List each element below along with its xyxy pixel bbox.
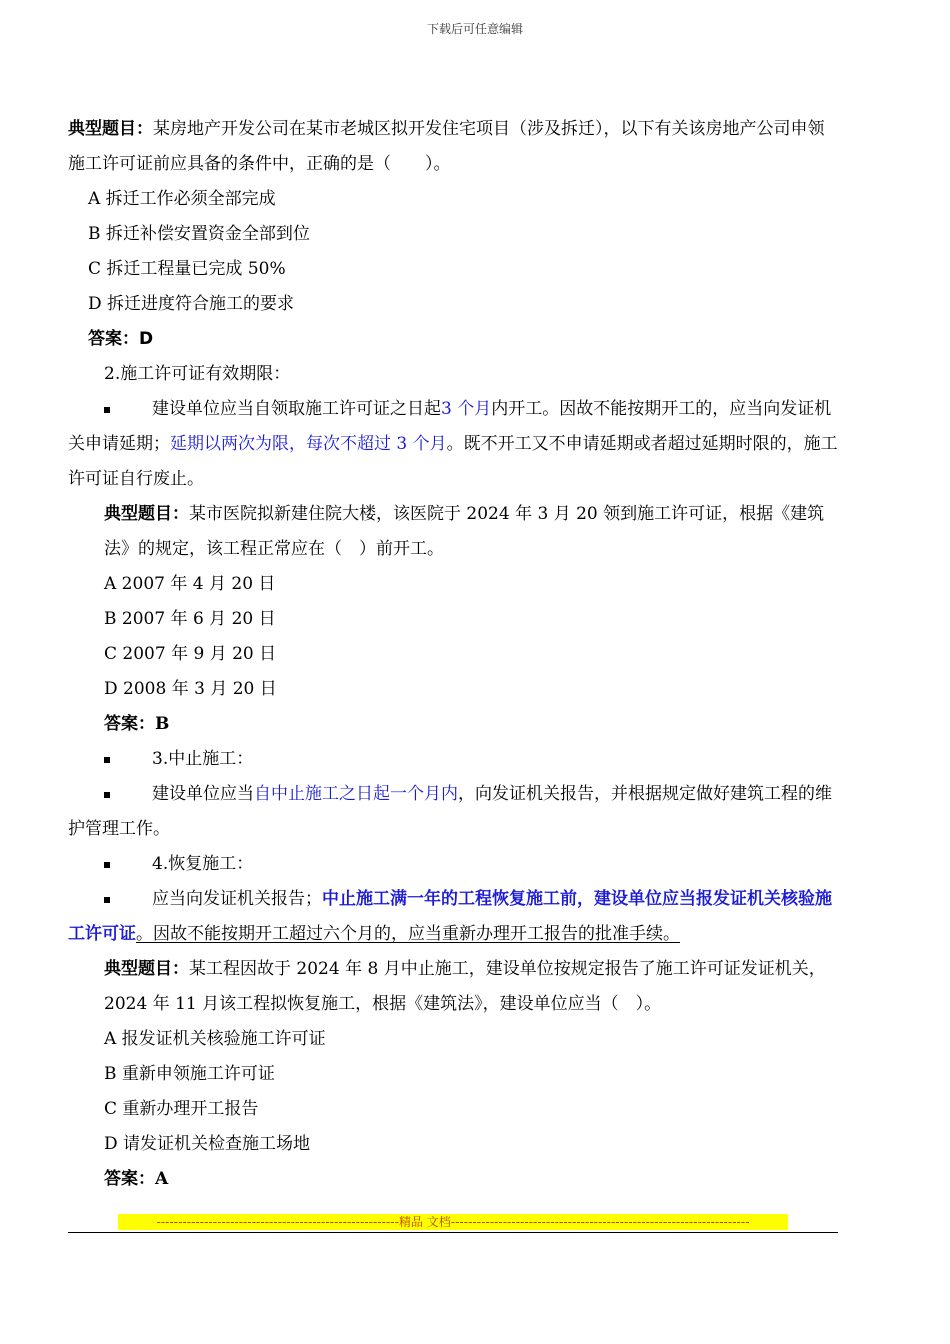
section-2-title: 2.施工许可证有效期限：: [104, 364, 291, 384]
question-label: 典型题目：: [104, 959, 189, 979]
option-b: B 重新申领施工许可证: [104, 1064, 275, 1084]
footer-banner: --------------------------------------------------------精品 文档---------------------------------------------------------------------: [118, 1214, 788, 1230]
option-b: B 2007 年 6 月 20 日: [104, 609, 276, 629]
bullet-icon: [68, 847, 152, 882]
question-text: 某房地产开发公司在某市老城区拟开发住宅项目（涉及拆迁），以下有关该房地产公司申领施工许可证前应具备的条件中，正确的是（ ）。: [68, 119, 825, 174]
option-a: A 报发证机关核验施工许可证: [104, 1029, 326, 1049]
question-label: 典型题目：: [104, 504, 189, 524]
bullet-icon: [68, 882, 152, 917]
highlight-one-month: 自中止施工之日起一个月内: [254, 784, 458, 804]
option-c: C 重新办理开工报告: [104, 1099, 259, 1119]
underlined-text: 。因故不能按期开工超过六个月的，应当重新办理开工报告的批准手续。: [136, 924, 680, 944]
section-4-title: 4.恢复施工：: [68, 847, 838, 882]
option-a: A 2007 年 4 月 20 日: [104, 574, 276, 594]
highlight-3-months: 3 个月: [441, 399, 492, 419]
bullet-icon: [68, 777, 152, 812]
answer-1: 答案：D: [88, 329, 154, 349]
bullet-icon: [68, 392, 152, 427]
question-text: 某市医院拟新建住院大楼，该医院于 2024 年 3 月 20 领到施工许可证，根据《建筑法》的规定，该工程正常应在（ ）前开工。: [104, 504, 825, 559]
question-text: 某工程因故于 2024 年 8 月中止施工，建设单位按规定报告了施工许可证发证机关，2024 年 11 月该工程拟恢复施工，根据《建筑法》，建设单位应当（ ）。: [104, 959, 826, 1014]
question-3: [68, 952, 838, 1022]
question-1: [68, 112, 838, 182]
page-header: 下载后可任意编辑: [426, 22, 523, 36]
document-body: [68, 112, 838, 1197]
option-d: D 拆迁进度符合施工的要求: [88, 294, 295, 314]
question-2: [68, 497, 838, 567]
question-label: 典型题目：: [68, 119, 153, 139]
bullet-icon: [68, 742, 152, 777]
footer-divider: [68, 1232, 838, 1233]
answer-3: 答案：A: [104, 1169, 169, 1189]
page-footer: [68, 1214, 838, 1233]
section-4-body: 应当向发证机关报告；中止施工满一年的工程恢复施工前，建设单位应当报发证机关核验施工许可证。因故不能按期开工超过六个月的，应当重新办理开工报告的批准手续。: [68, 882, 838, 952]
highlight-resume: 中止施工满一年的工程恢复施工前，建设单位应当报发证机关核验施工许可证: [68, 889, 832, 944]
option-d: D 请发证机关检查施工场地: [104, 1134, 311, 1154]
highlight-extension: 延期以两次为限，每次不超过 3 个月: [170, 434, 447, 454]
section-3-title: 3.中止施工：: [68, 742, 838, 777]
section-2-body: 建设单位应当自领取施工许可证之日起3 个月内开工。因故不能按期开工的，应当向发证机关申请延期；延期以两次为限，每次不超过 3 个月。既不开工又不申请延期或者超过延期时限的，施工许可证自行废止。: [68, 392, 838, 497]
option-c: C 拆迁工程量已完成 50%: [88, 259, 286, 279]
option-a: A 拆迁工作必须全部完成: [88, 189, 276, 209]
section-3-body: 建设单位应当自中止施工之日起一个月内，向发证机关报告，并根据规定做好建筑工程的维护管理工作。: [68, 777, 838, 847]
answer-2: 答案：B: [104, 714, 170, 734]
option-d: D 2008 年 3 月 20 日: [104, 679, 277, 699]
option-b: B 拆迁补偿安置资金全部到位: [88, 224, 310, 244]
option-c: C 2007 年 9 月 20 日: [104, 644, 277, 664]
